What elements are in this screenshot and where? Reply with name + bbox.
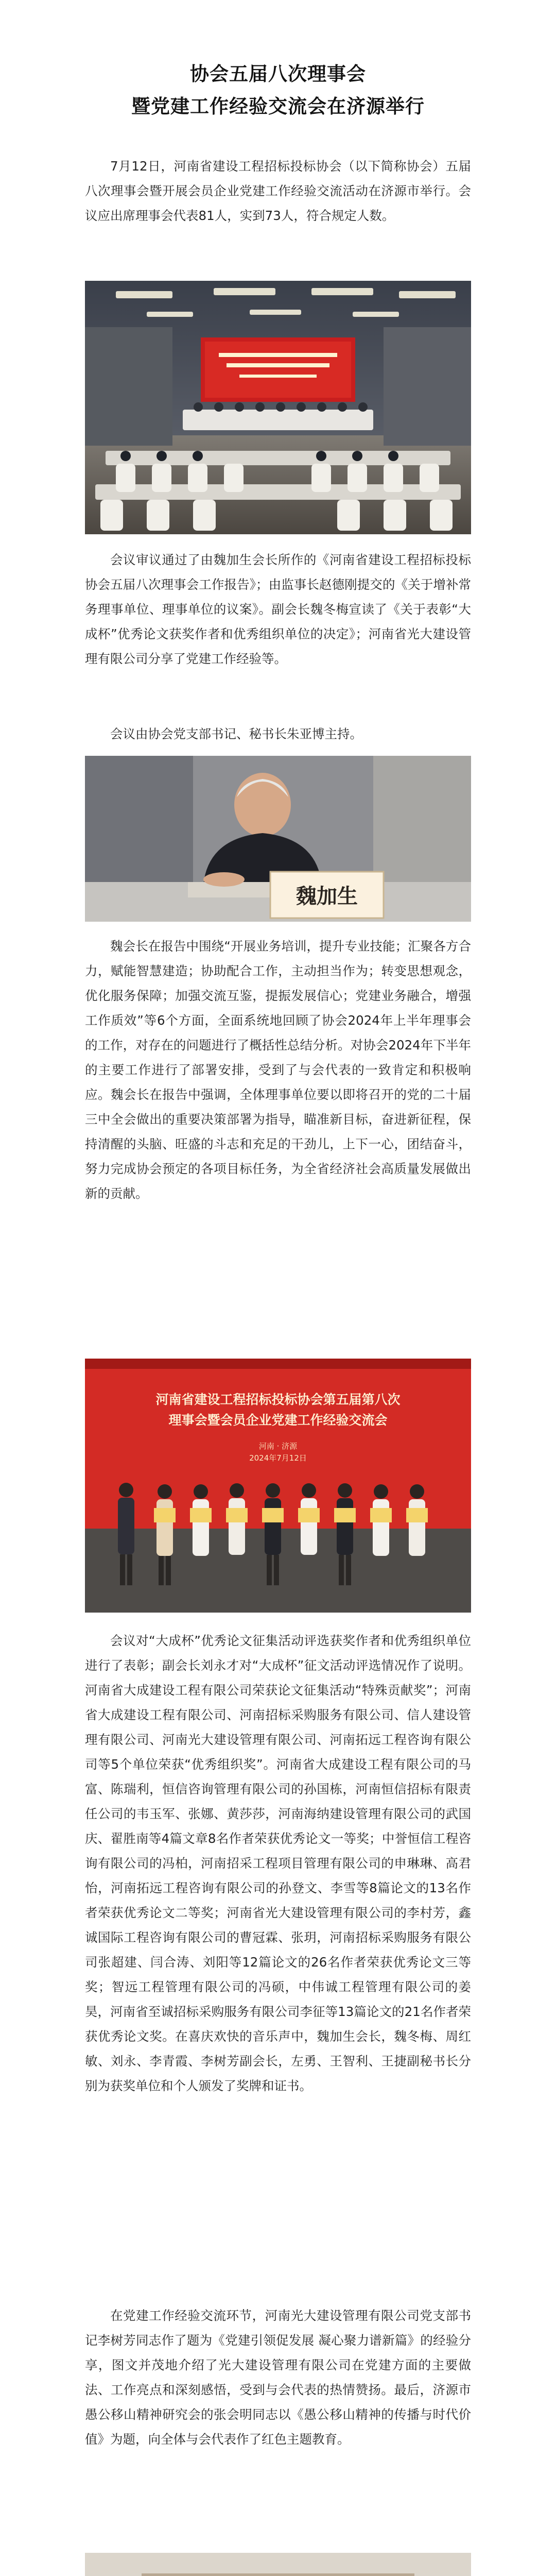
backdrop-location: 河南 · 济源 [258, 1442, 298, 1451]
article-title-line2: 暨党建工作经验交流会在济源举行 [131, 95, 425, 117]
photo-group [85, 2553, 471, 2576]
paragraph-intro: 7月12日，河南省建设工程招标投标协会（以下简称协会）五届八次理事会暨开展会员企业党建工作经验交流活动在济源市举行。会议应出席理事会代表81人，实到73人，符合规定人数。 [85, 159, 471, 223]
paragraph-awards: 会议对“大成杯”优秀论文征集活动评选获奖作者和优秀组织单位进行了表彰；副会长刘永才对“大成杯”征文活动评选情况作了说明。河南省大成建设工程有限公司荣获论文征集活动“特殊贡献奖”；河南省大成建设工程有限公司、河南招标采购服务有限公司、信人建设管理有限公司、河南光大建设管理有限公司、河南拓远工程咨询有限公司等5个单位荣获“优秀组织奖”。河南省大成建设工程有限公司的马富、陈瑞利，恒信咨询管理有限公司的孙国栋，河南恒信招标有限责任公司的韦玉军、张娜、黄莎莎，河南海纳建设管理有限公司的武国庆、翟胜南等4篇文章8名作者荣获优秀论文一等奖；中誉恒信工程咨询有限公司的冯柏，河南招采工程项目管理有限公司的申琳琳、高君怡，河南拓远工程咨询有限公司的孙登文、李雪等8篇论文的13名作者荣获优秀论文二等奖；河南省光大建设管理有限公司的李村芳，鑫诚国际工程咨询有限公司的曹冠霖、张玥，河南招标采购服务有限公司张超建、闫合涛、刘阳等12篇论文的26名作者荣获优秀论文三等奖；智远工程管理有限公司的冯硕，中伟诚工程管理有限公司的姜昊，河南省至诚招标采购服务有限公司李征等13篇论文的21名作者荣获优秀论文奖。在喜庆欢快的音乐声中，魏加生会长，魏冬梅、周红敏、刘永、李青霞、李树芳副会长，左勇、王智利、王捷副秘书长分别为获奖单位和个人颁发了奖牌和证书。 [85, 1633, 471, 2093]
paragraph-report: 魏会长在报告中围绕“开展业务培训，提升专业技能；汇聚各方合力，赋能智慧建造；协助配合工作，主动担当作为；转变思想观念，优化服务保障；加强交流互鉴，提振发展信心；党建业务融合，增强工作质效”等6个方面，全面系统地回顾了协会2024年上半年理事会的工作，对存在的问题进行了概括性总结分析。对协会2024年下半年的主要工作进行了部署安排，受到了与会代表的一致肯定和积极响应。魏会长在报告中强调，全体理事单位要以即将召开的党的二十届三中全会做出的重要决策部署为指导，瞄准新目标，奋进新征程，保持清醒的头脑、旺盛的斗志和充足的干劲儿，上下一心，团结奋斗，努力完成协会预定的各项目标任务，为全省经济社会高质量发展做出新的贡献。 [85, 939, 471, 1201]
backdrop-date: 2024年7月12日 [249, 1453, 307, 1463]
backdrop-title-line2: 理事会暨会员企业党建工作经验交流会 [168, 1413, 388, 1428]
photo-speaker [85, 756, 471, 922]
paragraph-party-building: 在党建工作经验交流环节，河南光大建设管理有限公司党支部书记李树芳同志作了题为《党建引领促发展 凝心聚力谱新篇》的经验分享，图文并茂地介绍了光大建设管理有限公司在党建方面的主要做法、工作亮点和深刻感悟，受到与会代表的热情赞扬。最后，济源市愚公移山精神研究会的张会明同志以《愚公移山精神的传播与时代价值》为题，向全体与会代表作了红色主题教育。 [85, 2308, 471, 2447]
article-title-line1: 协会五届八次理事会 [190, 63, 366, 85]
photo-meeting-hall [85, 281, 471, 534]
speaker-nameplate: 魏加生 [296, 884, 358, 908]
paragraph-review: 会议审议通过了由魏加生会长所作的《河南省建设工程招标投标协会五届八次理事会工作报告》；由监事长赵德刚提交的《关于增补常务理事单位、理事单位的议案》。副会长魏冬梅宣读了《关于表彰“大成杯”优秀论文获奖作者和优秀组织单位的决定》；河南省光大建设管理有限公司分享了党建工作经验等。 [85, 552, 471, 666]
paragraph-host: 会议由协会党支部书记、秘书长朱亚博主持。 [110, 726, 362, 741]
backdrop-title-line1: 河南省建设工程招标投标协会第五届第八次 [155, 1392, 401, 1407]
photo-award-ceremony [85, 1359, 471, 1613]
